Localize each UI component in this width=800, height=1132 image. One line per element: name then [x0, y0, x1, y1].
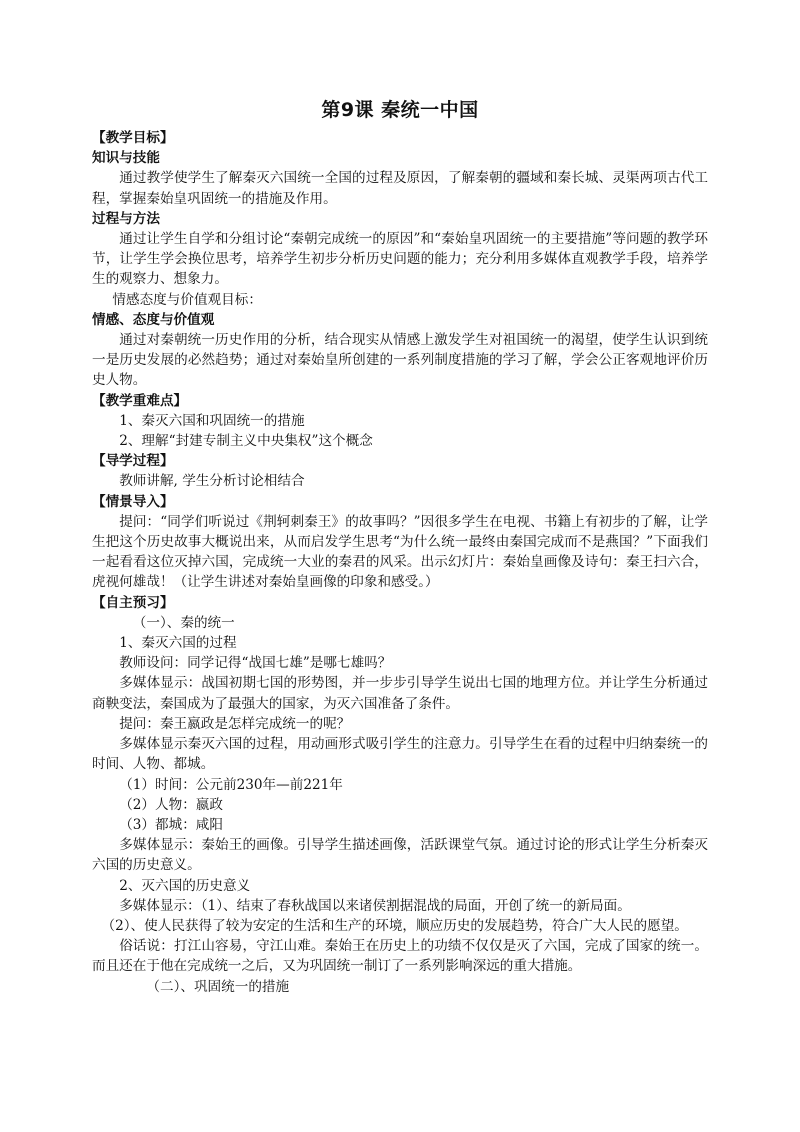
preview-media-3: 多媒体显示：秦始王的画像。引导学生描述画像，活跃课堂气氛。通过讨论的形式让学生分析秦灭六国的历史意义。 — [92, 837, 708, 874]
preview-section-2: （二）、巩固统一的措施 — [146, 978, 290, 995]
heading-guide: 【导学过程】 — [92, 453, 174, 470]
document-body — [92, 128, 708, 997]
preview-person: （2）人物：嬴政 — [119, 796, 223, 813]
heading-preview: 【自主预习】 — [92, 594, 174, 611]
preview-capital: （3）都城：咸阳 — [119, 816, 223, 833]
paragraph-intro: 提问：“同学们听说过《荆轲刺秦王》的故事吗？”因很多学生在电视、书籍上有初步的了解，让学生把这个历史故事大概说出来，从而启发学生思考“为什么统一最终由秦国完成而不是燕国？”下面我们一起看看这位灭掉六国，完成统一大业的秦君的风采。出示幻灯片：秦始皇画像及诗句：秦王扫六合，虎视何雄哉！（让学生讲述对秦始皇画像的印象和感受。） — [92, 513, 708, 591]
paragraph-guide: 教师讲解, 学生分析讨论相结合 — [119, 473, 305, 490]
preview-media-4: 多媒体显示：（1）、结束了春秋战国以来诸侯割据混战的局面，开创了统一的新局面。 — [119, 897, 631, 914]
heading-keypoints: 【教学重难点】 — [92, 392, 188, 409]
page-title: 第9课 秦统一中国 — [321, 99, 479, 121]
keypoint-1: 1、秦灭六国和巩固统一的措施 — [119, 412, 305, 429]
preview-item-1: 1、秦灭六国的过程 — [119, 635, 237, 652]
heading-intro: 【情景导入】 — [92, 493, 174, 510]
preview-question-2: 提问：秦王嬴政是怎样完成统一的呢？ — [119, 715, 351, 732]
preview-media-1: 多媒体显示：战国初期七国的形势图，并一步步引导学生说出七国的地理方位。并让学生分析通过商鞅变法，秦国成为了最强大的国家，为灭六国准备了条件。 — [92, 675, 708, 712]
paragraph-process: 通过让学生自学和分组讨论“秦朝完成统一的原因”和“秦始皇巩固统一的主要措施”等问题的教学环节，让学生学会换位思考，培养学生初步分析历史问题的能力；充分利用多媒体直观教学手段，培养学生的观察力、想象力。 — [92, 231, 708, 288]
preview-media-2: 多媒体显示秦灭六国的过程，用动画形式吸引学生的注意力。引导学生在看的过程中归纳秦统一的时间、人物、都城。 — [92, 736, 708, 773]
preview-significance-2: （2）、使人民获得了较为安定的生活和生产的环境，顺应历史的发展趋势，符合广大人民的愿望。 — [101, 917, 688, 934]
preview-item-2: 2、灭六国的历史意义 — [119, 877, 251, 894]
paragraph-emotion: 通过对秦朝统一历史作用的分析，结合现实从情感上激发学生对祖国统一的渴望，使学生认识到统一是历史发展的必然趋势；通过对秦始皇所创建的一系列制度措施的学习了解，学会公正客观地评价历史人物。 — [92, 332, 708, 389]
preview-time: （1）时间：公元前230年—前221年 — [119, 776, 343, 793]
keypoint-2: 2、理解“封建专制主义中央集权”这个概念 — [119, 433, 373, 450]
heading-knowledge: 知识与技能 — [92, 150, 160, 167]
preview-saying: 俗话说：打江山容易，守江山难。秦始王在历史上的功绩不仅仅是灭了六国，完成了国家的统一。而且还在于他在完成统一之后，又为巩固统一制订了一系列影响深远的重大措施。 — [92, 938, 708, 975]
preview-section-1: （一）、秦的统一 — [132, 614, 235, 631]
heading-objectives: 【教学目标】 — [92, 130, 174, 146]
emotion-label: 情感态度与价值观目标： — [112, 291, 262, 308]
preview-question-1: 教师设问：同学记得“战国七雄”是哪七雄吗？ — [119, 655, 392, 672]
heading-process: 过程与方法 — [92, 210, 160, 227]
heading-emotion: 情感、态度与价值观 — [92, 311, 215, 328]
paragraph-knowledge: 通过教学使学生了解秦灭六国统一全国的过程及原因，了解秦朝的疆域和秦长城、灵渠两项古代工程，掌握秦始皇巩固统一的措施及作用。 — [92, 170, 708, 207]
